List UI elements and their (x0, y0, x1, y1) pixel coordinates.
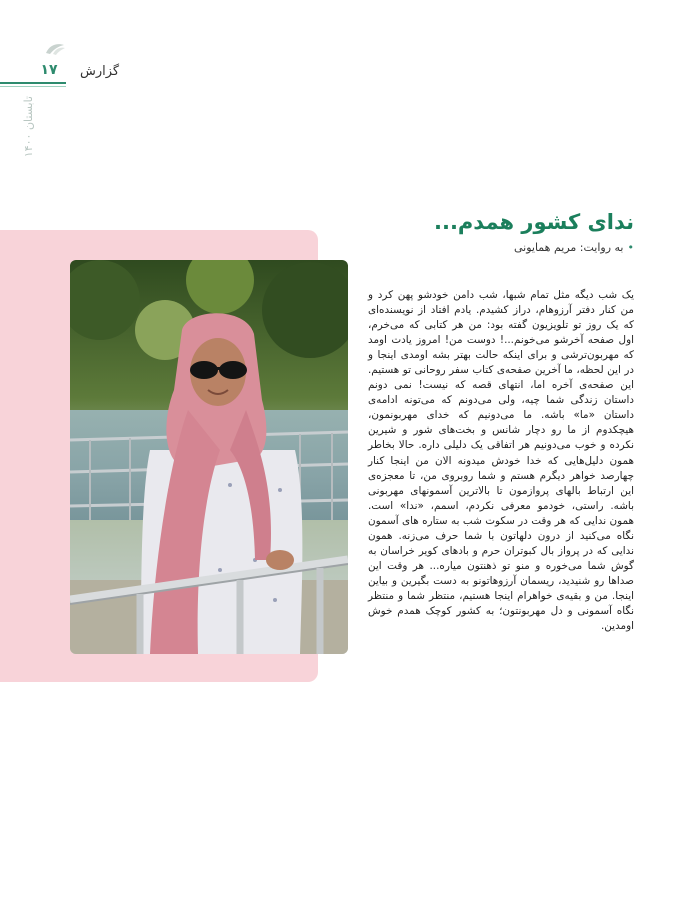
article-body (368, 288, 634, 634)
article-title: ندای کشور همدم... (433, 210, 634, 234)
issue-date: تابستان ۱۴۰۰ (22, 96, 35, 158)
header-rule-secondary (0, 86, 66, 87)
leaf-logo-icon (44, 42, 66, 56)
header-rule (0, 82, 66, 84)
article-body-text: یک شب دیگه مثل تمام شبها، شب دامن خودشو پهن کرد و من کنار دفتر آرزوهام، دراز کشیدم. یادم افتاد از نویسنده‌ای که یک روز تو تلویزیون گفته بود: من هر کتابی که می‌خرم، اول صفحه آخرشو می‌خونم...! دوست من! امروز یادت اومد که مهربون‌ترشی و برای اینکه حالت بهتر بشه اومدی اینجا و در این لحظه، ما آخرین صفحه‌ی کتاب سفر روحانی تو هستیم. این صفحه‌ی آخره اما، انتهای قصه که نیست! نمی دونم داستان زندگی شما چیه، ولی می‌دونم که می‌تونه ادامه‌ی داستان «ما» باشه. ما می‌دونیم که خدای مهربونمون، هیچکدوم از ما رو دچار شانس و بخت‌های شور و شیرین نکرده و خوب می‌دونیم هر اتفاقی یک دلیلی داره. حالا بخاطر همون دلیل‌هایی که خدا خودش میدونه الان من اینجا کنار چهارصد خواهر دیگرم هستم و شما روبروی من، تا معجزه‌ی این ارتباط بالهای پروازمون تا بالاترین آسمونهای مهربونی باشه. راستی، خودمو معرفی نکردم، اسمم، «ندا» است. همون ندایی که هر وقت در سکوت شب به ستاره های آسمون نگاه می‌کنید از درون دلهاتون با شما حرف می‌زنه. همون ندایی که در پرواز بال کبوتران حرم و بادهای کویر خراسان به گوش شما می‌خوره و منو تو ذهنتون میاره... هر وقت این صداها رو شنیدید، ریسمان آرزوهاتونو به دست بگیرین و بیاین اینجا. من و بقیه‌ی خواهرام اینجا هستیم، منتظر شما و منتظر نگاه آسمونی و دل مهربونتون؛ به کشور کوچک همدم خوش اومدین. (368, 289, 634, 633)
page-number: ۱۷ (40, 62, 58, 78)
article-photo (70, 260, 348, 654)
byline-bullet-icon: • (627, 241, 634, 254)
byline (514, 241, 634, 254)
section-label: گزارش (80, 64, 120, 79)
byline-text: به روایت: مریم همایونی (513, 241, 624, 254)
